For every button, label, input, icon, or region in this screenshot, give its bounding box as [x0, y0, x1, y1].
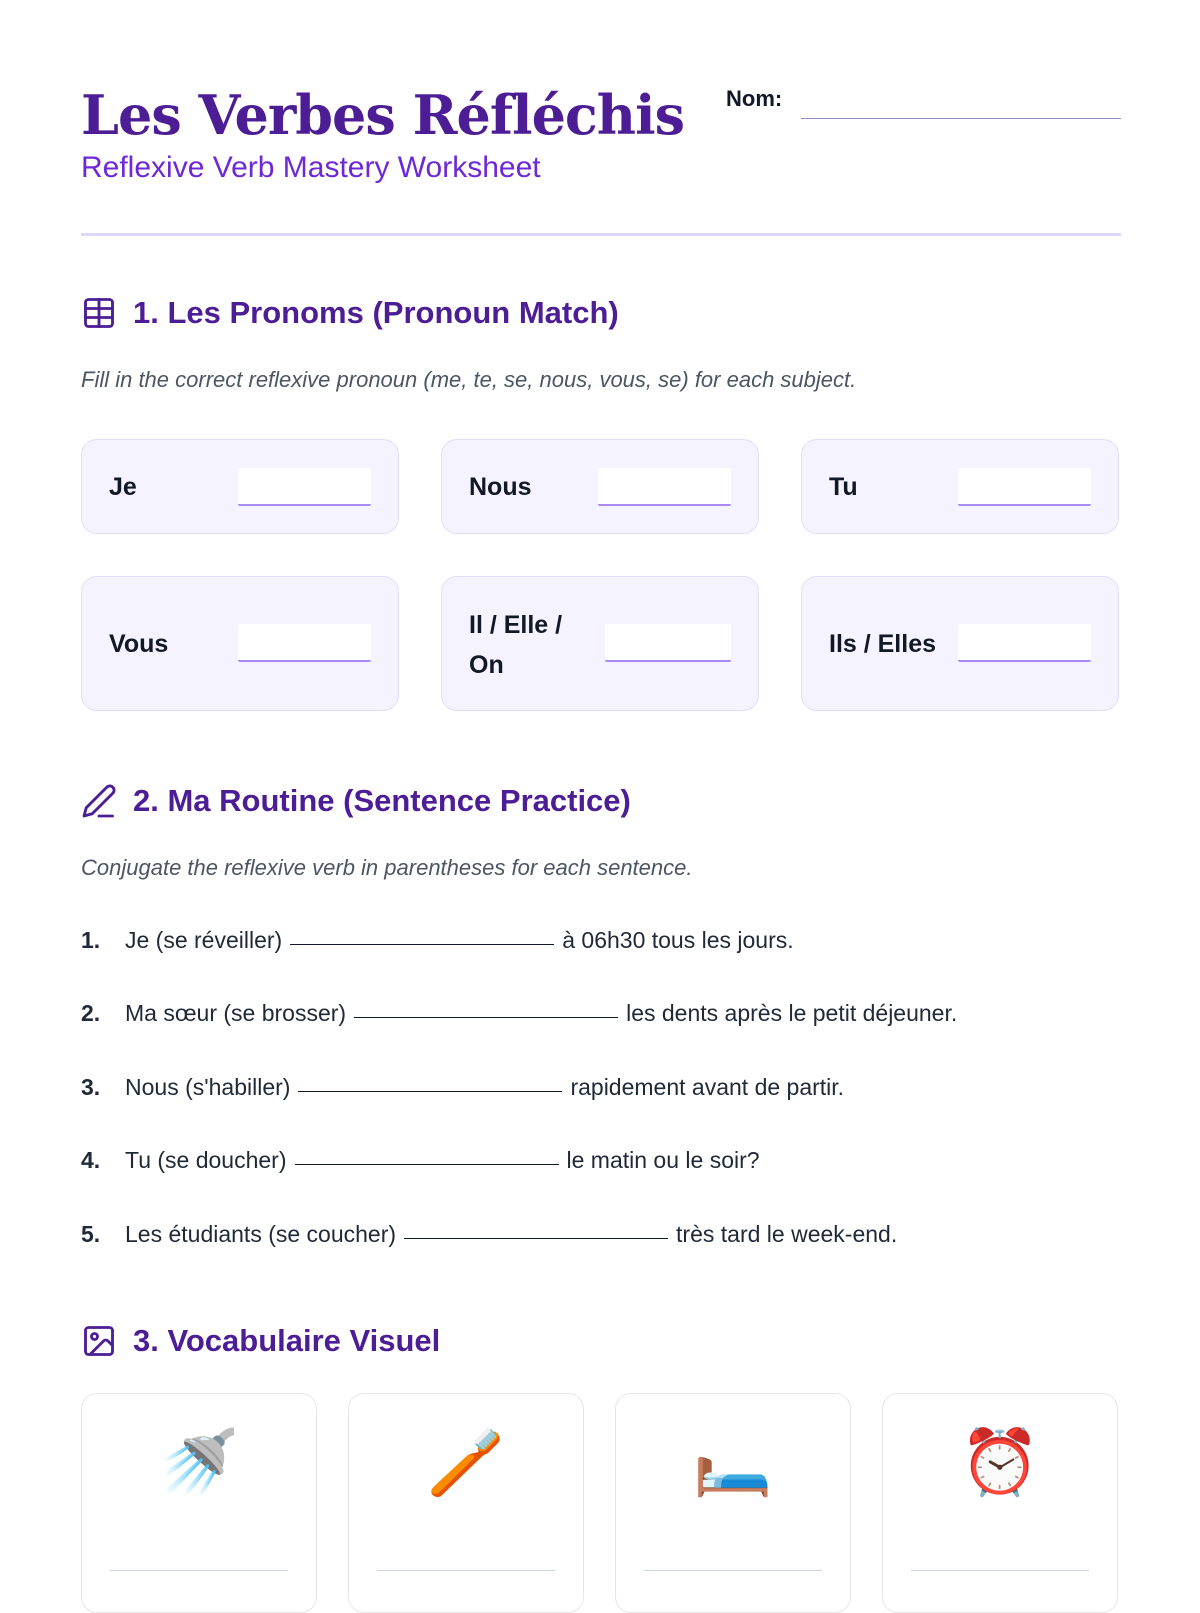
sentence-item [81, 1000, 957, 1027]
sentence-ending: le matin ou le soir? [566, 1147, 760, 1173]
header-divider [81, 233, 1121, 236]
pronoun-card-je [81, 439, 399, 534]
pronoun-subject: Ils / Elles [829, 630, 937, 658]
image-icon [81, 1323, 117, 1359]
shower-icon: 🚿 [159, 1426, 239, 1498]
pronoun-card-tu [801, 439, 1119, 534]
sentence-answer-blank[interactable] [298, 1091, 562, 1092]
pronoun-card-il-elle-on [441, 576, 759, 711]
pronoun-subject: Vous [109, 630, 169, 658]
sentence-prompt: Ma sœur (se brosser) [125, 1000, 347, 1026]
section1-instruction: Fill in the correct reflexive pronoun (me, te, se, nous, vous, se) for each subject. [81, 367, 857, 392]
pronoun-answer-field[interactable] [958, 468, 1091, 506]
pencil-icon [81, 783, 117, 819]
pronoun-card-ils-elles [801, 576, 1119, 711]
sentence-answer-blank[interactable] [295, 1164, 559, 1165]
section2-title: 2. Ma Routine (Sentence Practice) [133, 783, 631, 818]
vocab-card [81, 1393, 317, 1613]
sentence-answer-blank[interactable] [404, 1238, 668, 1239]
sentence-ending: très tard le week-end. [676, 1221, 898, 1247]
sentence-number: 4. [81, 1147, 101, 1173]
sentence-number: 3. [81, 1074, 101, 1100]
pronoun-answer-field[interactable] [238, 468, 371, 506]
worksheet-subtitle: Reflexive Verb Mastery Worksheet [81, 151, 541, 184]
pronoun-subject: Il / Elle / [469, 611, 563, 639]
sentence-prompt: Tu (se doucher) [125, 1147, 287, 1173]
sentence-answer-blank[interactable] [290, 944, 554, 945]
section1-title: 1. Les Pronoms (Pronoun Match) [133, 295, 619, 330]
sentence-prompt: Les étudiants (se coucher) [125, 1221, 397, 1247]
section3-title: 3. Vocabulaire Visuel [133, 1323, 441, 1358]
pronoun-answer-field[interactable] [238, 624, 371, 662]
vocab-answer-line[interactable] [911, 1570, 1089, 1571]
sentence-ending: à 06h30 tous les jours. [562, 927, 794, 953]
sentence-ending: les dents après le petit déjeuner. [626, 1000, 958, 1026]
pronoun-card-vous [81, 576, 399, 711]
section3-heading [81, 1323, 440, 1359]
sentence-prompt: Je (se réveiller) [125, 927, 283, 953]
sentence-item [81, 1147, 760, 1174]
sentence-prompt: Nous (s'habiller) [125, 1074, 291, 1100]
pronoun-subject: Je [109, 473, 137, 501]
pronoun-answer-field[interactable] [958, 624, 1091, 662]
pronoun-answer-field[interactable] [598, 468, 731, 506]
vocab-answer-line[interactable] [110, 1570, 288, 1571]
sentence-ending: rapidement avant de partir. [570, 1074, 845, 1100]
vocab-answer-line[interactable] [644, 1570, 822, 1571]
pronoun-subject: Tu [829, 473, 858, 501]
vocab-card [882, 1393, 1118, 1613]
pronoun-subject: Nous [469, 473, 532, 501]
section2-heading [81, 783, 631, 819]
sentence-number: 1. [81, 927, 101, 953]
section1-heading [81, 295, 619, 331]
vocab-card [348, 1393, 584, 1613]
name-label: Nom: [726, 86, 783, 111]
sentence-item [81, 1074, 844, 1101]
sentence-item [81, 1221, 897, 1248]
vocab-card [615, 1393, 851, 1613]
pronoun-subject: On [469, 651, 504, 679]
bed-icon: 🛏️ [693, 1426, 773, 1498]
worksheet-title: Les Verbes Réfléchis [81, 83, 684, 147]
sentence-number: 5. [81, 1221, 101, 1247]
pronoun-answer-field[interactable] [605, 624, 731, 662]
sentence-answer-blank[interactable] [354, 1017, 618, 1018]
worksheet-header [81, 80, 1121, 240]
sentence-number: 2. [81, 1000, 101, 1026]
alarm-clock-icon: ⏰ [960, 1426, 1040, 1498]
sentence-item [81, 927, 794, 954]
table-icon [81, 295, 117, 331]
vocab-answer-line[interactable] [377, 1570, 555, 1571]
toothbrush-icon: 🪥 [426, 1426, 506, 1498]
name-field[interactable] [801, 118, 1121, 119]
section2-instruction: Conjugate the reflexive verb in parentheses for each sentence. [81, 855, 693, 880]
pronoun-card-nous [441, 439, 759, 534]
